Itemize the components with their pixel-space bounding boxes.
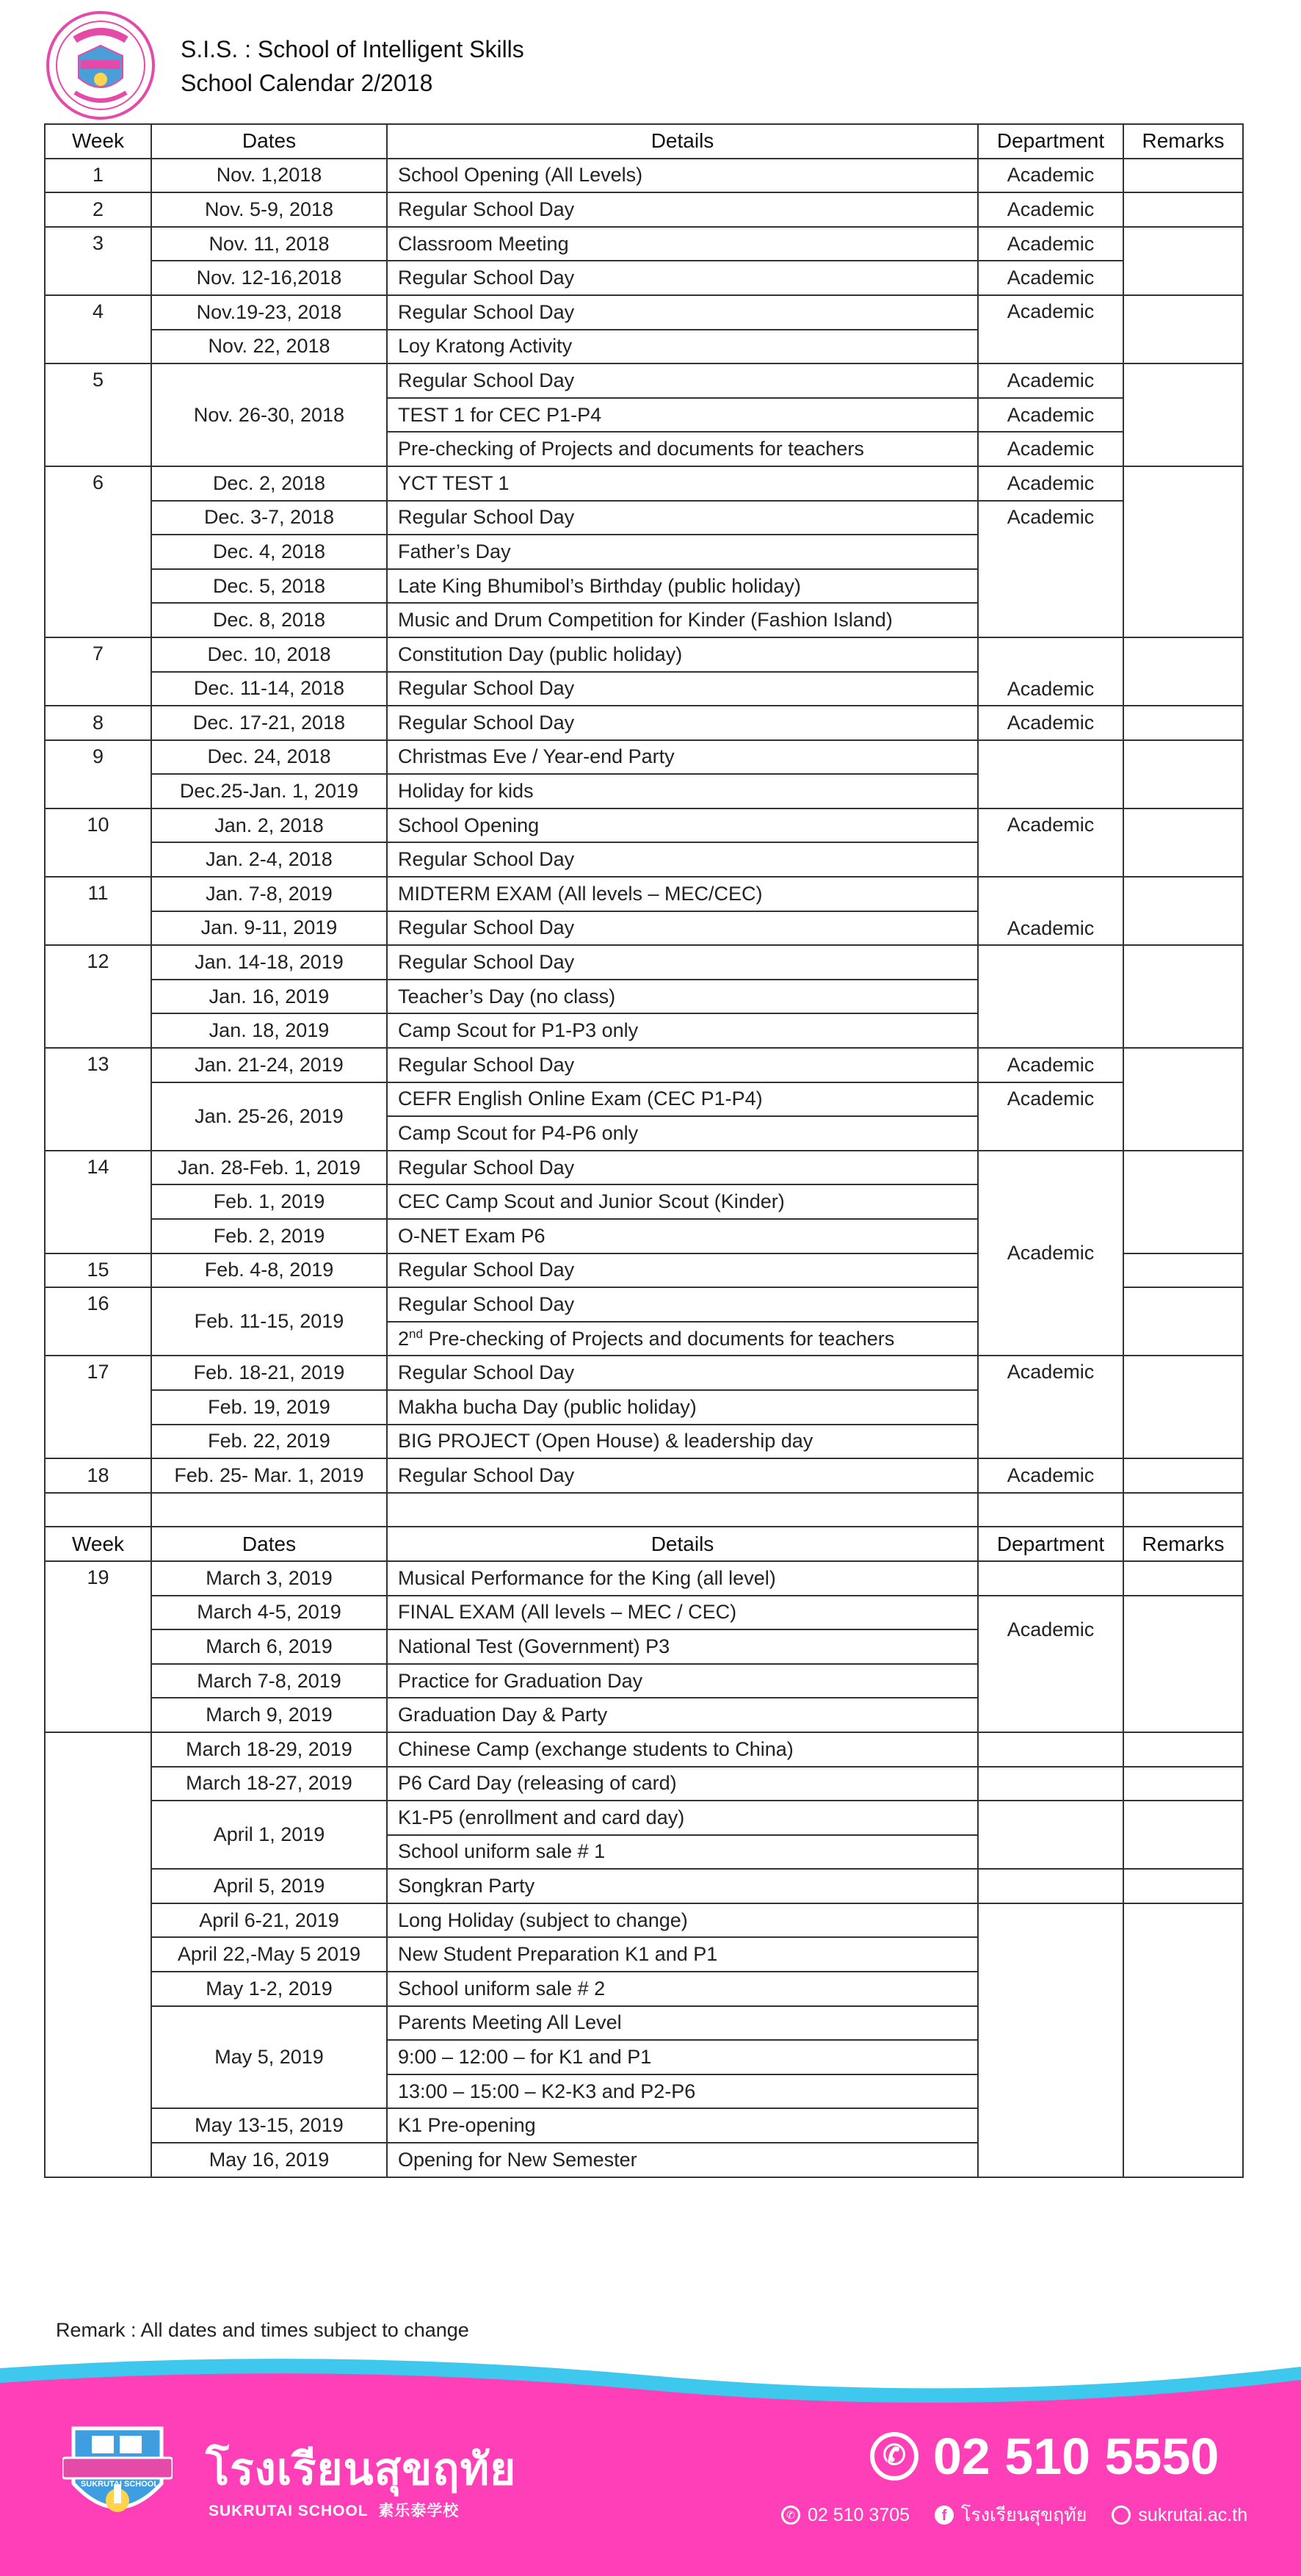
week-cell: 19 — [45, 1561, 151, 1732]
remarks-cell — [1123, 1596, 1243, 1732]
date-cell: Jan. 2, 2018 — [151, 808, 387, 843]
date-cell: March 9, 2019 — [151, 1698, 387, 1732]
date-cell: Feb. 4-8, 2019 — [151, 1253, 387, 1288]
table-row — [45, 1732, 1243, 1767]
blank-row — [45, 1493, 1243, 1527]
header-details: Details — [387, 124, 978, 159]
table-row — [45, 1458, 1243, 1493]
week-cell: 14 — [45, 1151, 151, 1253]
detail-cell: Regular School Day — [387, 842, 978, 877]
date-cell: Dec.25-Jan. 1, 2019 — [151, 774, 387, 808]
date-cell: Dec. 17-21, 2018 — [151, 706, 387, 740]
remarks-cell — [1123, 192, 1243, 227]
header-department: Department — [978, 1527, 1123, 1561]
week-cell: 3 — [45, 227, 151, 295]
date-cell: Dec. 5, 2018 — [151, 569, 387, 604]
date-cell: March 18-27, 2019 — [151, 1767, 387, 1801]
remarks-cell — [1123, 808, 1243, 877]
detail-cell: BIG PROJECT (Open House) & leadership day — [387, 1425, 978, 1459]
secondary-phone: 02 510 3705 — [808, 2504, 910, 2525]
detail-cell: Chinese Camp (exchange students to China) — [387, 1732, 978, 1767]
header-week: Week — [45, 1527, 151, 1561]
contact-row — [781, 2500, 1247, 2530]
header — [181, 32, 524, 100]
week-cell: 5 — [45, 363, 151, 466]
date-cell: Feb. 22, 2019 — [151, 1425, 387, 1459]
date-cell: Feb. 11-15, 2019 — [151, 1287, 387, 1356]
date-cell: May 5, 2019 — [151, 2006, 387, 2109]
table-header-row — [45, 124, 1243, 159]
department-cell — [978, 945, 1123, 1048]
ordinal-number: 2 — [398, 1328, 410, 1350]
remarks-cell — [1123, 1048, 1243, 1151]
detail-cell: CEFR English Online Exam (CEC P1-P4) — [387, 1082, 978, 1117]
table-row — [45, 1356, 1243, 1390]
detail-cell: Practice for Graduation Day — [387, 1664, 978, 1698]
school-title: S.I.S. : School of Intelligent Skills — [181, 36, 524, 62]
phone-icon: ✆ — [781, 2506, 800, 2525]
remarks-cell — [1123, 1253, 1243, 1288]
detail-cell: 13:00 – 15:00 – K2-K3 and P2-P6 — [387, 2074, 978, 2109]
table-row — [45, 945, 1243, 980]
department-cell: Academic — [978, 192, 1123, 227]
table-row — [45, 1903, 1243, 1938]
table-row — [45, 501, 1243, 535]
remarks-cell — [1123, 945, 1243, 1048]
detail-cell: Father’s Day — [387, 535, 978, 569]
header-remarks: Remarks — [1123, 124, 1243, 159]
detail-cell: School Opening (All Levels) — [387, 159, 978, 193]
table-row — [45, 706, 1243, 740]
remarks-cell — [1123, 1801, 1243, 1869]
header-details: Details — [387, 1527, 978, 1561]
week-cell: 8 — [45, 706, 151, 740]
date-cell: March 18-29, 2019 — [151, 1732, 387, 1767]
remarks-cell — [1123, 295, 1243, 363]
header-dates: Dates — [151, 1527, 387, 1561]
detail-cell: Music and Drum Competition for Kinder (Fashion Island) — [387, 603, 978, 637]
date-cell: Jan. 21-24, 2019 — [151, 1048, 387, 1082]
department-cell: Academic — [978, 1048, 1123, 1082]
department-cell: Academic — [978, 466, 1123, 501]
detail-cell: Camp Scout for P1-P3 only — [387, 1013, 978, 1048]
remarks-cell — [1123, 1561, 1243, 1596]
remarks-cell — [1123, 1732, 1243, 1767]
detail-cell: New Student Preparation K1 and P1 — [387, 1937, 978, 1972]
department-cell: Academic — [978, 432, 1123, 466]
detail-cell: Graduation Day & Party — [387, 1698, 978, 1732]
detail-cell: K1-P5 (enrollment and card day) — [387, 1801, 978, 1835]
week-cell: 18 — [45, 1458, 151, 1493]
date-cell: May 13-15, 2019 — [151, 2108, 387, 2143]
table-row — [45, 363, 1243, 398]
detail-cell: Regular School Day — [387, 672, 978, 706]
week-cell: 9 — [45, 740, 151, 808]
logo-banner-text: SUKRUTAI SCHOOL — [80, 2480, 159, 2489]
remarks-cell — [1123, 1903, 1243, 2177]
remarks-cell — [1123, 159, 1243, 193]
detail-cell: Regular School Day — [387, 192, 978, 227]
department-cell: Academic — [978, 1596, 1123, 1732]
week-cell: 10 — [45, 808, 151, 877]
department-cell: Academic — [978, 1356, 1123, 1458]
department-cell — [978, 1732, 1123, 1767]
table-row — [45, 227, 1243, 261]
department-cell: Academic — [978, 1458, 1123, 1493]
facebook-icon: f — [935, 2506, 954, 2525]
detail-cell: Regular School Day — [387, 1151, 978, 1185]
detail-cell: School Opening — [387, 808, 978, 843]
department-cell — [978, 1561, 1123, 1596]
detail-cell: Songkran Party — [387, 1869, 978, 1903]
detail-cell: Musical Performance for the King (all level) — [387, 1561, 978, 1596]
date-cell: Jan. 25-26, 2019 — [151, 1082, 387, 1151]
detail-cell: Regular School Day — [387, 1458, 978, 1493]
week-cell: 7 — [45, 637, 151, 706]
school-name-thai: โรงเรียนสุขฤทัย — [206, 2445, 517, 2494]
date-cell: Dec. 10, 2018 — [151, 637, 387, 672]
table-row — [45, 261, 1243, 295]
table-row — [45, 740, 1243, 775]
department-cell: Academic — [978, 363, 1123, 398]
date-cell: Feb. 19, 2019 — [151, 1390, 387, 1425]
detail-cell: Holiday for kids — [387, 774, 978, 808]
remarks-cell — [1123, 637, 1243, 706]
department-cell: Academic — [978, 1151, 1123, 1356]
date-cell: Jan. 16, 2019 — [151, 980, 387, 1014]
detail-cell: Regular School Day — [387, 945, 978, 980]
department-cell: Academic — [978, 637, 1123, 706]
remarks-cell — [1123, 1356, 1243, 1458]
remarks-cell — [1123, 1767, 1243, 1801]
calendar-table — [44, 123, 1244, 2178]
detail-cell: Regular School Day — [387, 501, 978, 535]
detail-cell: TEST 1 for CEC P1-P4 — [387, 398, 978, 433]
week-cell — [45, 1732, 151, 2177]
department-cell — [978, 740, 1123, 808]
date-cell: March 3, 2019 — [151, 1561, 387, 1596]
date-cell: April 1, 2019 — [151, 1801, 387, 1869]
date-cell: Dec. 8, 2018 — [151, 603, 387, 637]
date-cell: Feb. 1, 2019 — [151, 1184, 387, 1219]
date-cell: Dec. 2, 2018 — [151, 466, 387, 501]
detail-cell: Classroom Meeting — [387, 227, 978, 261]
detail-cell: Opening for New Semester — [387, 2143, 978, 2177]
date-cell: April 22,-May 5 2019 — [151, 1937, 387, 1972]
week-cell: 12 — [45, 945, 151, 1048]
detail-cell: Constitution Day (public holiday) — [387, 637, 978, 672]
date-cell: Nov. 26-30, 2018 — [151, 363, 387, 466]
date-cell: Jan. 2-4, 2018 — [151, 842, 387, 877]
blank-cell — [978, 1493, 1123, 1527]
remark-note: Remark : All dates and times subject to change — [56, 2319, 469, 2341]
detail-cell: Long Holiday (subject to change) — [387, 1903, 978, 1938]
date-cell: Nov. 12-16,2018 — [151, 261, 387, 295]
detail-cell: Loy Kratong Activity — [387, 330, 978, 364]
date-cell: Jan. 28-Feb. 1, 2019 — [151, 1151, 387, 1185]
date-cell: March 6, 2019 — [151, 1629, 387, 1664]
table-row — [45, 192, 1243, 227]
remarks-cell — [1123, 466, 1243, 637]
detail-cell: Regular School Day — [387, 911, 978, 946]
department-cell: Academic — [978, 295, 1123, 363]
detail-cell: Late King Bhumibol’s Birthday (public holiday) — [387, 569, 978, 604]
footer-logo — [62, 2414, 173, 2539]
web-icon — [1112, 2506, 1131, 2525]
remarks-cell — [1123, 740, 1243, 808]
remarks-cell — [1123, 706, 1243, 740]
detail-cell: Regular School Day — [387, 295, 978, 330]
main-phone-number: 02 510 5550 — [933, 2428, 1220, 2485]
header-week: Week — [45, 124, 151, 159]
date-cell: Nov.19-23, 2018 — [151, 295, 387, 330]
detail-cell: Camp Scout for P4-P6 only — [387, 1116, 978, 1151]
date-cell: Jan. 7-8, 2019 — [151, 877, 387, 911]
date-cell: Feb. 18-21, 2019 — [151, 1356, 387, 1390]
remarks-cell — [1123, 1458, 1243, 1493]
detail-cell: FINAL EXAM (All levels – MEC / CEC) — [387, 1596, 978, 1630]
table-row — [45, 877, 1243, 911]
table-row — [45, 1048, 1243, 1082]
school-logo — [46, 10, 156, 120]
department-cell: Academic — [978, 808, 1123, 877]
table-header-row-2 — [45, 1527, 1243, 1561]
department-cell — [978, 1767, 1123, 1801]
table-row — [45, 1561, 1243, 1596]
date-cell: Feb. 25- Mar. 1, 2019 — [151, 1458, 387, 1493]
detail-cell: Parents Meeting All Level — [387, 2006, 978, 2041]
table-row — [45, 1596, 1243, 1630]
date-cell: May 16, 2019 — [151, 2143, 387, 2177]
department-cell: Academic — [978, 227, 1123, 261]
detail-cell: Christmas Eve / Year-end Party — [387, 740, 978, 775]
blank-cell — [151, 1493, 387, 1527]
header-remarks: Remarks — [1123, 1527, 1243, 1561]
detail-cell: 9:00 – 12:00 – for K1 and P1 — [387, 2040, 978, 2074]
detail-cell: P6 Card Day (releasing of card) — [387, 1767, 978, 1801]
table-row — [45, 466, 1243, 501]
table-row — [45, 1767, 1243, 1801]
remarks-cell — [1123, 877, 1243, 945]
department-cell: Academic — [978, 1082, 1123, 1151]
date-cell: April 5, 2019 — [151, 1869, 387, 1903]
school-name-chinese: 素乐泰学校 — [378, 2503, 460, 2519]
department-cell: Academic — [978, 261, 1123, 295]
remarks-cell — [1123, 1869, 1243, 1903]
week-cell: 4 — [45, 295, 151, 363]
department-cell: Academic — [978, 877, 1123, 945]
detail-cell: K1 Pre-opening — [387, 2108, 978, 2143]
week-cell: 15 — [45, 1253, 151, 1288]
date-cell: March 4-5, 2019 — [151, 1596, 387, 1630]
blank-cell — [45, 1493, 151, 1527]
detail-cell: YCT TEST 1 — [387, 466, 978, 501]
school-name-en: SUKRUTAI SCHOOL — [209, 2503, 369, 2519]
department-cell: Academic — [978, 501, 1123, 637]
week-cell: 2 — [45, 192, 151, 227]
date-cell: Nov. 11, 2018 — [151, 227, 387, 261]
detail-cell — [387, 1322, 978, 1356]
date-cell: Jan. 18, 2019 — [151, 1013, 387, 1048]
week-cell: 16 — [45, 1287, 151, 1356]
detail-cell: Pre-checking of Projects and documents for teachers — [387, 432, 978, 466]
detail-cell: Regular School Day — [387, 363, 978, 398]
department-cell — [978, 1869, 1123, 1903]
department-cell: Academic — [978, 706, 1123, 740]
website-link[interactable]: sukrutai.ac.th — [1138, 2504, 1248, 2525]
calendar-subtitle: School Calendar 2/2018 — [181, 70, 433, 96]
header-dates: Dates — [151, 124, 387, 159]
date-cell: Dec. 3-7, 2018 — [151, 501, 387, 535]
detail-cell: Makha bucha Day (public holiday) — [387, 1390, 978, 1425]
date-cell: Dec. 11-14, 2018 — [151, 672, 387, 706]
footer-banner — [0, 2354, 1301, 2576]
detail-cell: Regular School Day — [387, 261, 978, 295]
date-cell: April 6-21, 2019 — [151, 1903, 387, 1938]
detail-cell: School uniform sale # 2 — [387, 1972, 978, 2006]
date-cell: Dec. 4, 2018 — [151, 535, 387, 569]
week-cell: 6 — [45, 466, 151, 637]
ordinal-suffix: nd — [409, 1327, 423, 1342]
department-cell: Academic — [978, 159, 1123, 193]
date-cell: Jan. 9-11, 2019 — [151, 911, 387, 946]
date-cell: Nov. 22, 2018 — [151, 330, 387, 364]
department-cell: Academic — [978, 398, 1123, 433]
table-row — [45, 1082, 1243, 1117]
table-row — [45, 1151, 1243, 1185]
detail-cell: Regular School Day — [387, 1356, 978, 1390]
detail-cell: MIDTERM EXAM (All levels – MEC/CEC) — [387, 877, 978, 911]
department-cell — [978, 1903, 1123, 2177]
table-row — [45, 808, 1243, 843]
phone-icon: ✆ — [870, 2432, 918, 2481]
detail-cell: School uniform sale # 1 — [387, 1835, 978, 1870]
date-cell: Jan. 14-18, 2019 — [151, 945, 387, 980]
detail-cell: Regular School Day — [387, 1048, 978, 1082]
detail-cell: Regular School Day — [387, 1253, 978, 1288]
detail-cell: Regular School Day — [387, 706, 978, 740]
table-row — [45, 159, 1243, 193]
detail-cell: O-NET Exam P6 — [387, 1219, 978, 1253]
detail-cell: National Test (Government) P3 — [387, 1629, 978, 1664]
date-cell: Dec. 24, 2018 — [151, 740, 387, 775]
table-row — [45, 295, 1243, 330]
detail-cell: Teacher’s Day (no class) — [387, 980, 978, 1014]
date-cell: Nov. 5-9, 2018 — [151, 192, 387, 227]
date-cell: Feb. 2, 2019 — [151, 1219, 387, 1253]
table-row — [45, 1869, 1243, 1903]
detail-cell: Regular School Day — [387, 1287, 978, 1322]
remarks-cell — [1123, 1151, 1243, 1253]
date-cell: Nov. 1,2018 — [151, 159, 387, 193]
header-department: Department — [978, 124, 1123, 159]
table-row — [45, 1801, 1243, 1835]
school-name-english — [209, 2499, 459, 2521]
remarks-cell — [1123, 363, 1243, 466]
remarks-cell — [1123, 227, 1243, 295]
remarks-cell — [1123, 1287, 1243, 1356]
detail-cell: CEC Camp Scout and Junior Scout (Kinder) — [387, 1184, 978, 1219]
table-row — [45, 637, 1243, 672]
facebook-link[interactable]: โรงเรียนสุขฤทัย — [961, 2505, 1087, 2525]
detail-text: Pre-checking of Projects and documents for teachers — [422, 1328, 895, 1350]
week-cell: 11 — [45, 877, 151, 945]
blank-cell — [1123, 1493, 1243, 1527]
department-cell — [978, 1801, 1123, 1869]
week-cell: 13 — [45, 1048, 151, 1151]
main-phone — [870, 2427, 1219, 2486]
week-cell: 1 — [45, 159, 151, 193]
blank-cell — [387, 1493, 978, 1527]
date-cell: May 1-2, 2019 — [151, 1972, 387, 2006]
date-cell: March 7-8, 2019 — [151, 1664, 387, 1698]
week-cell: 17 — [45, 1356, 151, 1458]
